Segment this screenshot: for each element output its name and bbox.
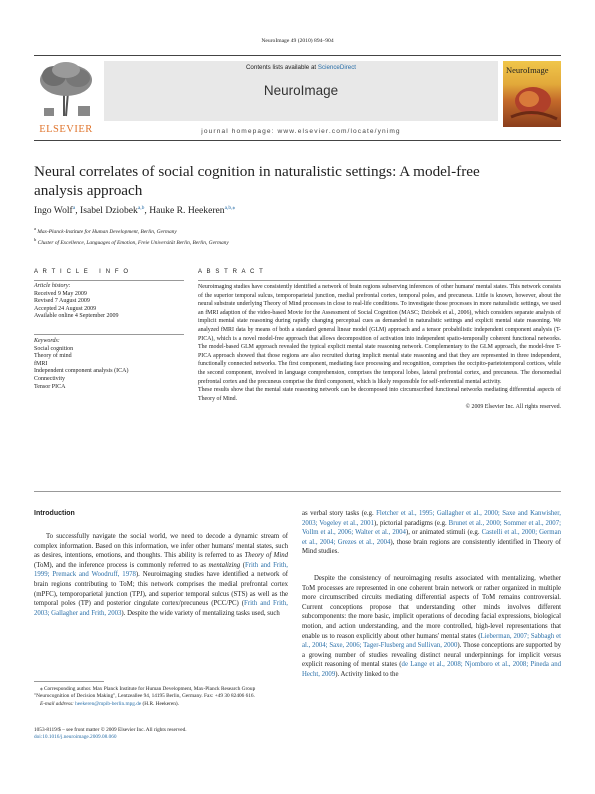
italic-term: Theory of Mind [244, 552, 289, 560]
cover-title: NeuroImage [506, 65, 549, 75]
section-heading-introduction: Introduction [34, 510, 75, 517]
keyword-item: fMRI [34, 360, 48, 367]
paragraph-text: Despite the consistency of neuroimaging results associated with mentalizing, whether ToM processes are represented in one coherent brain network or rather organized in multiple more circumscribed circuits mediating differential aspects of ToM remains controversial. Current conceptions propose that understanding other minds involves different subcomponents: the more basic, implicit operations of decoding facial expressions, biological motion, and action understanding, and the more controlled, high-level representations that enable us to reason explicitly about other humans' mental states ( [302, 575, 561, 640]
intro-paragraph-1 [34, 532, 288, 618]
email-label: E-mail address: [40, 700, 74, 707]
author-name: Ingo Wolf [34, 205, 73, 217]
sciencedirect-link[interactable]: ScienceDirect [317, 64, 357, 71]
affiliation-marker: a [34, 226, 36, 231]
author-affiliation-marker[interactable]: a,b [137, 205, 145, 211]
abstract-paragraph: These results show that the mental state reasoning network can be decomposed into circumscribed functional networks mediating differential aspects of Theory of Mind. [198, 387, 561, 402]
affiliation-text: Max-Planck-Institute for Human Development, Berlin, Germany [37, 228, 177, 235]
journal-reference: NeuroImage 49 (2010) 894–904 [261, 38, 334, 44]
doi-link[interactable]: doi:10.1016/j.neuroimage.2009.08.060 [34, 734, 117, 741]
paragraph-text: as verbal story tasks (e.g. [302, 510, 377, 517]
paragraph-text: ), those brain regions are consistently identified in Theory of Mind studies. [302, 538, 561, 556]
footnote [34, 686, 288, 708]
keyword-item: Social cognition [34, 345, 74, 352]
citation-link[interactable]: Brunet et al., 2000; Sommer et al., 2007; Vollm et al., 2006; Walter et al., 2004 [302, 519, 561, 537]
keywords-rule [34, 334, 184, 335]
journal-cover-image [503, 61, 561, 127]
masthead-bottom-rule [34, 140, 561, 141]
elsevier-wordmark: ELSEVIER [39, 124, 93, 135]
corresponding-author-note: ⁎ Corresponding author. Max Planck Institute for Human Development, Max-Planck Research Group "Neurocognition of Decision Making", Lentzeallee 94, 14195 Berlin, Germany. Fax: +49 30 82406 616. [34, 686, 256, 700]
abstract-body [198, 283, 561, 412]
footnote-rule [34, 681, 104, 682]
paragraph-text: ). Neuroimaging studies have identified a network of brain regions contributing to ToM; this network comprises the medial prefrontal cortex (mPFC), temporoparietal junction (TPJ), and superior temporal sulcus (STS) as well as the temporal poles (TP) and posterior cingulate cortex/precuneus (PCC/PC) ( [34, 571, 288, 608]
citation-link[interactable]: Frith and Frith, 1999; Premack and Woodruff, 1978 [34, 561, 288, 579]
paragraph-text: ), pictorial paradigms (e.g. [373, 519, 449, 527]
paragraph-text: To successfully navigate the social world, we need to decode a dynamic stream of complex information. Based on this information, we infer other humans' mental states, such as desires, intentions, emotions, and thoughts. This ability is referred to as [34, 533, 288, 560]
email-link[interactable]: heekeren@mpib-berlin.mpg.de [75, 700, 142, 707]
intro-paragraph-3 [302, 574, 561, 680]
article-info-rule [34, 280, 184, 281]
contents-line [104, 64, 498, 71]
journal-name: NeuroImage [263, 83, 339, 98]
author-affiliation-marker[interactable]: a,b,⁎ [224, 205, 236, 211]
affiliation-marker: b [34, 236, 37, 242]
history-item: Available online 4 September 2009 [34, 313, 119, 320]
author-list: Ingo Wolf$^a$, Isabel Dziobek$^{a,b}$, Hauke R. Heekeren$^{a,b,⁎}$ [34, 205, 236, 217]
history-item: Received 9 May 2009 [34, 290, 87, 297]
citation-link[interactable]: Frith and Frith, 2003; Gallagher and Frith, 2003 [34, 600, 288, 617]
citation-link[interactable]: Fletcher et al., 1995; Gallagher et al., 2000; Saxe and Kanwisher, 2003; Vogeley et al., 2001 [302, 510, 561, 527]
history-label: Article history: [34, 283, 71, 289]
masthead-top-rule [34, 55, 561, 56]
abstract-heading: A B S T R A C T [198, 269, 265, 275]
paragraph-text: ). Those conceptions are supported by a growing number of studies revealing distinct neural underpinnings for implicit versus explicit reasoning of mental states ( [302, 642, 562, 669]
affiliation-item [34, 225, 229, 236]
paragraph-text: (ToM), and the inference process is commonly referred to as [34, 561, 209, 569]
article-history [34, 283, 184, 321]
elsevier-tree-icon [34, 58, 98, 118]
affiliation-text: Cluster of Excellence, Languages of Emotion, Freie Universität Berlin, Berlin, Germany [37, 239, 229, 246]
issn-line: 1053-8119/$ – see front matter © 2009 Elsevier Inc. All rights reserved. [34, 727, 187, 733]
paragraph-text: ). Despite the wide variety of mentalizing tasks used, such [121, 609, 280, 617]
citation-link[interactable]: Lieberman, 2007; Sabbagh et al., 2004; Saxe, 2006; Tager-Flusberg and Sullivan, 2000 [302, 632, 562, 650]
author-affiliation-marker[interactable]: a [72, 205, 76, 211]
contents-prefix: Contents lists available at [245, 64, 318, 71]
history-item: Revised 7 August 2009 [34, 298, 90, 305]
italic-term: mentalizing [208, 561, 241, 569]
abstract-rule [198, 280, 561, 281]
keyword-item: Connectivity [34, 375, 65, 382]
keyword-item: Theory of mind [34, 353, 72, 360]
author-name: Hauke R. Heekeren [149, 205, 225, 217]
article-info-heading: A R T I C L E I N F O [34, 269, 130, 275]
keyword-item: Tensor PICA [34, 383, 66, 390]
abstract-copyright: © 2009 Elsevier Inc. All rights reserved. [465, 404, 561, 411]
paragraph-text: ). Activity linked to the [335, 670, 399, 678]
masthead-center-box [104, 61, 498, 121]
paragraph-text: ( [240, 561, 245, 569]
keyword-item: Independent component analysis (ICA) [34, 368, 129, 375]
intro-paragraph-2 [302, 509, 561, 557]
keywords-label: Keywords: [34, 338, 60, 344]
journal-homepage[interactable]: journal homepage: www.elsevier.com/locate/ynimg [201, 128, 401, 135]
front-matter [34, 727, 187, 742]
affiliations [34, 225, 229, 247]
abstract-paragraph: Neuroimaging studies have consistently identified a network of brain regions subserving inferences of other humans' mental states. This network consists of the superior temporal sulcus, temporoparietal junction, medial prefrontal cortex, temporal poles, and precuneus. Little is known, however, about the neural substrate underlying Theory of Mind processes in close to real-life conditions. To investigate those processes in more naturalistic settings, we used an fMRI adaption of the video-based Movie for the Assessment of Social Cognition (MASC; Dziobek et al., 2006), which considers separate analysis of implicit mental state reasoning during rapidly changing perceptual cues as demanded in naturalistic settings and explicit mental state reasoning. We analyzed fMRI data by means of both a standard general linear model (GLM) approach and a tensor probabilistic independent component analysis (T-PICA), which is a novel model-free approach that allows decomposition of activation into independent spatio-temporally coherent functional networks. The model-based GLM approach revealed the typical explicit mental state reasoning network. Complementary to the GLM approach, the model-free T-PICA approach showed that those regions are also recruited during implicit mental state reasoning and that they are represented in three independent, functionally connected networks. The first component, mediating face processing and recognition, comprises the occipito-parietotemporal cortices, while the second component, involved in language comprehension, comprises the temporal lobes, lateral prefrontal cortex, and precuneus. The dorsomedial prefrontal cortex and the precuneus comprise the third component, which is likely responsible for self-referential mental activity. [198, 284, 561, 385]
elsevier-logo [34, 58, 98, 135]
abstract-bottom-rule [34, 491, 561, 492]
email-suffix: (H.R. Heekeren). [141, 700, 180, 707]
cover-brain-icon [503, 81, 561, 125]
author-name: Isabel Dziobek [80, 205, 138, 217]
history-item: Accepted 24 August 2009 [34, 305, 97, 312]
keywords [34, 338, 184, 391]
affiliation-item [34, 236, 229, 247]
citation-link[interactable]: Castelli et al., 2000; German et al., 2004; Grezes et al., 2004 [302, 529, 561, 546]
citation-link[interactable]: de Lange et al., 2008; Njomboro et al., 2008; Pineda and Hecht, 2009 [302, 661, 561, 678]
paragraph-text: ), or animated stimuli (e.g. [405, 529, 482, 537]
article-title: Neural correlates of social cognition in naturalistic settings: A model-free analysis approach [34, 163, 480, 199]
